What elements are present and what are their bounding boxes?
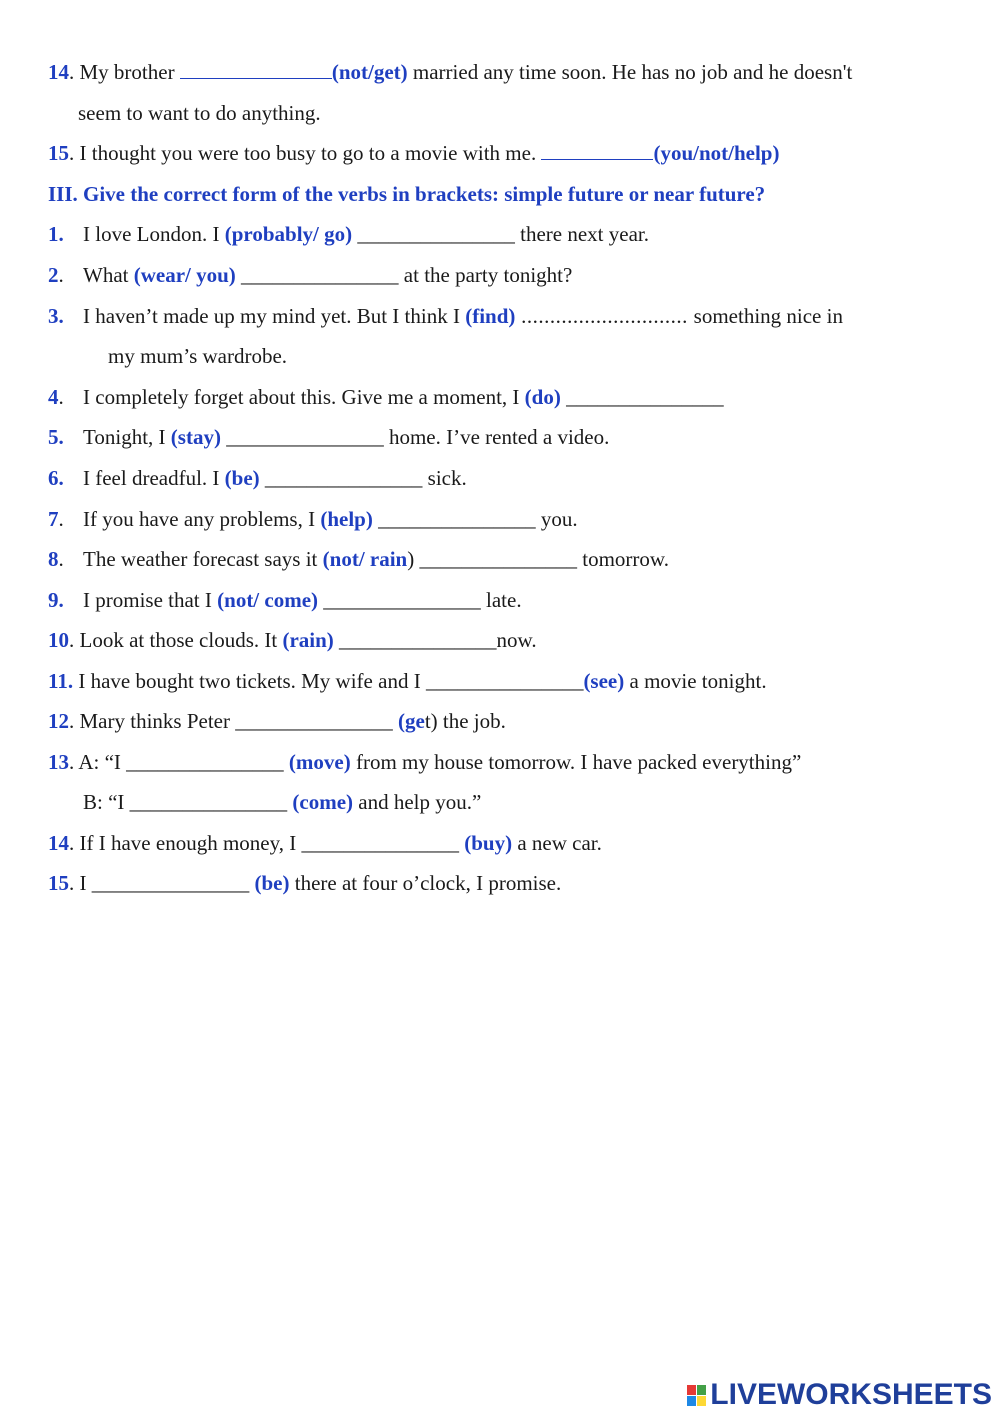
verb-hint: (move) [288, 750, 351, 774]
item-text: a new car. [512, 831, 602, 855]
verb-hint: (not/get) [331, 60, 408, 84]
item-15: 15. I _______________ (be) there at four o’clock, I promise. [48, 871, 562, 895]
verb-hint: (wear/ you) [133, 263, 236, 287]
answer-blank[interactable]: _______________ [235, 709, 398, 733]
item-11 [48, 669, 767, 694]
verb-hint: (see) [583, 669, 625, 693]
answer-blank[interactable]: _______________ [301, 831, 465, 855]
verb-hint: (find) [465, 304, 516, 328]
answer-blank[interactable]: _______________ [560, 385, 724, 409]
verb-hint: (probably/ go) [224, 222, 353, 246]
item-number: 9. [48, 588, 64, 612]
item-text: there at four o’clock, I promise. [289, 871, 562, 895]
item-2: 2. What (wear/ you) _______________ at the party tonight? [48, 263, 573, 287]
answer-blank[interactable] [541, 143, 653, 160]
item-4: 4. I completely forget about this. Give me a moment, I (do) _______________ [48, 385, 724, 409]
answer-blank[interactable]: _______________ [352, 222, 521, 246]
liveworksheets-logo [687, 1378, 992, 1412]
item-text: I haven’t made up my mind yet. But I think I [83, 304, 466, 328]
item-text: . My brother [69, 60, 180, 84]
item-text: sick. [427, 466, 467, 490]
item-text: you. [540, 507, 578, 531]
item-10: 10. Look at those clouds. It (rain) _______________now. [48, 628, 537, 652]
answer-blank[interactable]: _______________ [333, 628, 497, 652]
answer-blank[interactable]: _______________ [414, 547, 583, 571]
item-number: 14 [48, 831, 69, 855]
answer-blank[interactable]: _______________ [425, 669, 584, 693]
item-text: tomorrow. [582, 547, 669, 571]
item-text: I love London. I [83, 222, 225, 246]
item-1 [48, 222, 649, 247]
item-text: at the party tonight? [403, 263, 573, 287]
item-text: The weather forecast says it [83, 547, 323, 571]
item-text: . I thought you were too busy to go to a movie with me. [69, 141, 542, 165]
item-text: now. [496, 628, 537, 652]
item-text: seem to want to do anything. [78, 101, 321, 125]
item-text: home. I’ve rented a video. [388, 425, 610, 449]
verb-hint: (not/ rain [322, 547, 408, 571]
item-number: 3. [48, 304, 64, 328]
item-text: A: “I [74, 750, 127, 774]
item-9 [48, 588, 522, 613]
item-text: What [83, 263, 134, 287]
item-7: 7. If you have any problems, I (help) _______________ you. [48, 507, 578, 531]
verb-hint: (help) [320, 507, 373, 531]
item-6 [48, 466, 467, 491]
item-5 [48, 425, 609, 450]
answer-blank[interactable]: _______________ [318, 588, 487, 612]
item-13: 13. A: “I _______________ (move) from my house tomorrow. I have packed everything” [48, 750, 802, 774]
item-text: Look at those clouds. It [74, 628, 283, 652]
answer-blank[interactable]: ............................. [515, 304, 694, 328]
item-number: 15 [48, 141, 69, 165]
verb-hint: (you/not/help) [653, 141, 780, 165]
item-text: married any time soon. He has no job and he doesn't [407, 60, 853, 84]
item-text: Mary thinks Peter [74, 709, 236, 733]
item-number: 12 [48, 709, 69, 733]
item-text: I promise that I [83, 588, 218, 612]
verb-hint: (be) [254, 871, 290, 895]
verb-hint: (rain) [282, 628, 334, 652]
item-number: 13 [48, 750, 69, 774]
item-number: 10 [48, 628, 69, 652]
item-text: and help you.” [353, 790, 482, 814]
verb-hint: (stay) [170, 425, 221, 449]
item-text: I feel dreadful. I [83, 466, 225, 490]
item-text: from my house tomorrow. I have packed everything” [350, 750, 802, 774]
item-text: I [74, 871, 92, 895]
item-number: 15 [48, 871, 69, 895]
item-3-cont [108, 344, 287, 369]
item-number: 1. [48, 222, 64, 246]
prev-item-15 [48, 141, 779, 166]
item-text: something nice in [693, 304, 843, 328]
item-8: 8. The weather forecast says it (not/ rain) _______________ tomorrow. [48, 547, 669, 571]
item-number: 4 [48, 385, 59, 409]
answer-blank[interactable]: _______________ [235, 263, 404, 287]
verb-hint: (be) [224, 466, 260, 490]
item-number: 11. [48, 669, 74, 693]
prev-item-14 [48, 60, 852, 85]
item-number: 7 [48, 507, 59, 531]
verb-hint: (come) [292, 790, 354, 814]
item-13-cont [83, 790, 481, 815]
item-number: 5. [48, 425, 64, 449]
answer-blank[interactable]: _______________ [259, 466, 428, 490]
answer-blank[interactable] [180, 62, 332, 79]
item-14: 14. If I have enough money, I _______________ (buy) a new car. [48, 831, 602, 855]
verb-hint: (buy) [464, 831, 513, 855]
verb-hint: (not/ come) [217, 588, 319, 612]
section-heading: III. Give the correct form of the verbs in brackets: simple future or near future? [48, 182, 766, 206]
answer-blank[interactable]: _______________ [129, 790, 293, 814]
item-text: If you have any problems, I [83, 507, 321, 531]
item-3 [48, 304, 843, 329]
item-text: late. [486, 588, 522, 612]
item-number: 6. [48, 466, 64, 490]
item-text: ) [407, 547, 415, 571]
verb-hint: (ge [397, 709, 425, 733]
logo-blocks-icon [687, 1385, 706, 1406]
item-number: 2 [48, 263, 59, 287]
answer-blank[interactable]: _______________ [220, 425, 389, 449]
answer-blank[interactable]: _______________ [91, 871, 255, 895]
answer-blank[interactable]: _______________ [372, 507, 541, 531]
prev-item-14-cont [78, 101, 321, 126]
item-number: 8 [48, 547, 59, 571]
item-text: t) the job. [424, 709, 506, 733]
item-number: 14 [48, 60, 69, 84]
brand-name: LIVEWORKSHEETS [710, 1378, 992, 1411]
verb-hint: (do) [524, 385, 561, 409]
item-12: 12. Mary thinks Peter _______________ (get) the job. [48, 709, 506, 733]
item-text: there next year. [520, 222, 649, 246]
item-text: my mum’s wardrobe. [108, 344, 288, 368]
item-text: If I have enough money, I [74, 831, 302, 855]
item-text: Tonight, I [83, 425, 171, 449]
item-text: I have bought two tickets. My wife and I [73, 669, 426, 693]
item-text: a movie tonight. [624, 669, 767, 693]
answer-blank[interactable]: _______________ [126, 750, 289, 774]
item-text: B: “I [83, 790, 130, 814]
item-text: I completely forget about this. Give me a moment, I [83, 385, 525, 409]
